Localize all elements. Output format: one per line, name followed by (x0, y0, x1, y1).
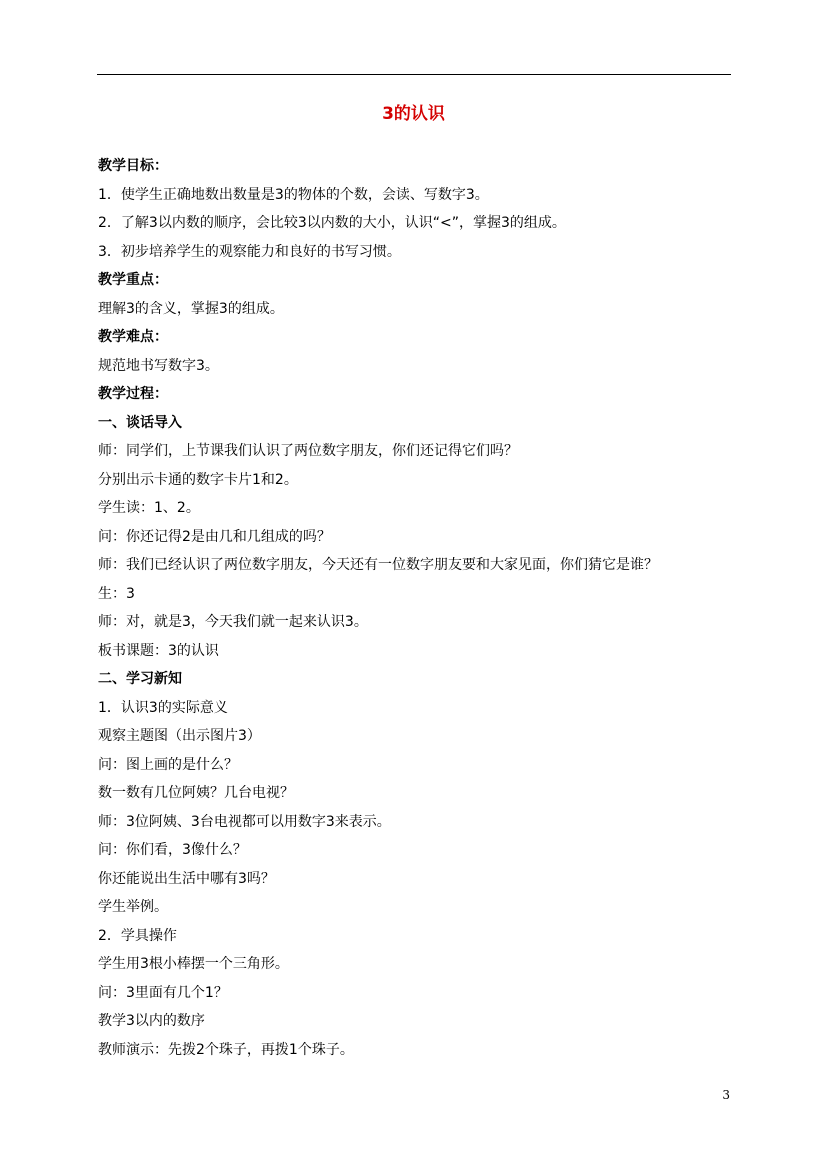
body-line: 生：3 (98, 585, 135, 602)
body-line: 教学3以内的数序 (98, 1013, 205, 1029)
section-heading: 一、谈话导入 (98, 414, 182, 431)
body-line: 问：你还记得2是由几和几组成的吗？ (98, 528, 331, 545)
body-line: 分别出示卡通的数字卡片1和2。 (98, 471, 298, 488)
section-heading: 教学重点： (98, 272, 168, 288)
body-line: 2．学具操作 (98, 927, 177, 944)
document-body (98, 152, 730, 1064)
body-line: 板书课题：3的认识 (98, 642, 219, 659)
body-line: 1．认识3的实际意义 (98, 699, 228, 716)
section-heading: 教学目标： (98, 158, 168, 174)
body-line: 1．使学生正确地数出数量是3的物体的个数，会读、写数字3。 (98, 186, 489, 203)
page-number: 3 (722, 1088, 730, 1102)
body-line: 学生举例。 (98, 899, 168, 915)
body-line: 你还能说出生活中哪有3吗？ (98, 870, 275, 887)
body-line: 师：同学们，上节课我们认识了两位数字朋友，你们还记得它们吗？ (98, 443, 518, 459)
body-line: 规范地书写数字3。 (98, 357, 219, 374)
body-line: 观察主题图（出示图片3） (98, 728, 261, 744)
body-line: 理解3的含义，掌握3的组成。 (98, 300, 284, 317)
body-line: 问：3里面有几个1？ (98, 984, 228, 1001)
body-line: 学生读：1、2。 (98, 500, 200, 516)
section-heading: 二、学习新知 (98, 671, 182, 687)
body-line: 数一数有几位阿姨？几台电视？ (98, 785, 294, 801)
body-line: 教师演示：先拨2个珠子，再拨1个珠子。 (98, 1041, 354, 1058)
body-line: 师：3位阿姨、3台电视都可以用数字3来表示。 (98, 813, 391, 830)
body-line: 师：对，就是3，今天我们就一起来认识3。 (98, 614, 368, 630)
body-line: 师：我们已经认识了两位数字朋友，今天还有一位数字朋友要和大家见面，你们猜它是谁？ (98, 557, 658, 573)
body-line: 问：图上画的是什么？ (98, 756, 238, 773)
body-line: 3．初步培养学生的观察能力和良好的书写习惯。 (98, 243, 401, 260)
body-line: 问：你们看，3像什么？ (98, 842, 247, 858)
section-heading: 教学难点： (98, 329, 168, 345)
header-rule (97, 74, 731, 75)
body-line: 2．了解3以内数的顺序，会比较3以内数的大小，认识“<”，掌握3的组成。 (98, 215, 566, 231)
body-line: 学生用3根小棒摆一个三角形。 (98, 956, 289, 972)
section-heading: 教学过程： (98, 386, 168, 402)
document-title: 3的认识 (382, 104, 445, 124)
